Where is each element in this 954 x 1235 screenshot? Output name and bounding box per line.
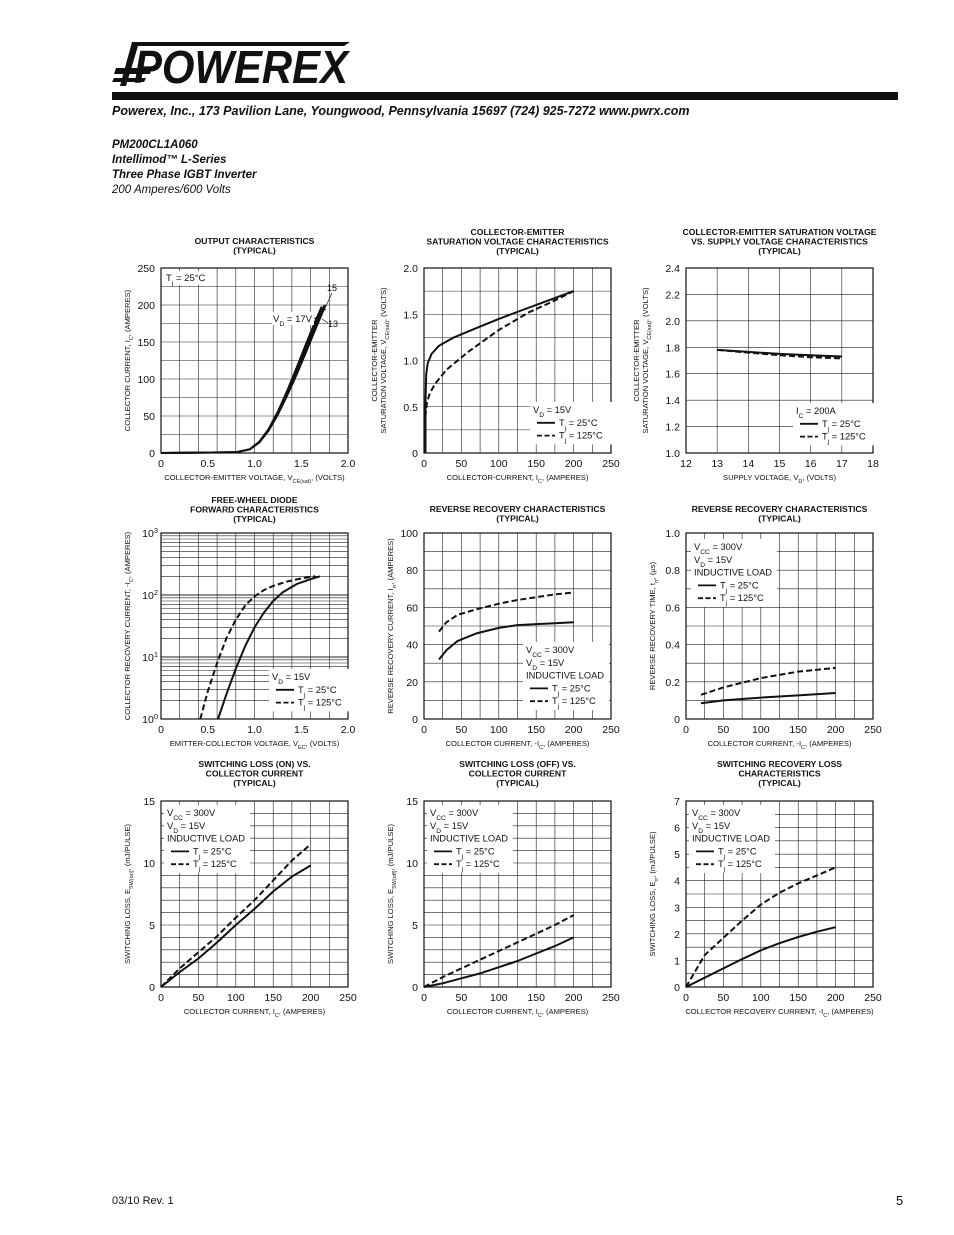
legend — [269, 669, 355, 711]
x-tick-label: 150 — [264, 992, 282, 1004]
series-line-tj125 — [701, 668, 836, 695]
legend — [793, 403, 879, 445]
y-tick-label: 100 — [400, 528, 418, 540]
chart-title: SATURATION VOLTAGE CHARACTERISTICS — [426, 236, 609, 247]
series-line-tj25 — [161, 307, 322, 454]
legend-header: INDUCTIVE LOAD — [167, 833, 246, 844]
legend-header: $V_{CC} = 300V$ — [430, 808, 479, 822]
x-tick-label: 1.5 — [293, 724, 309, 736]
chart-title: (TYPICAL) — [233, 778, 276, 788]
chart-c2 — [370, 227, 620, 485]
y-tick-label: 1.6 — [665, 368, 680, 381]
y-tick-label: 200 — [137, 300, 155, 312]
legend-header: $V_D = 15V$ — [533, 405, 572, 419]
y-axis-label: SWITCHING LOSS, $E_{SW(on)}$, (mJ/PULSE) — [123, 823, 135, 965]
x-axis-label: COLLECTOR CURRENT, $-I_C$, (AMPERES) — [707, 739, 852, 751]
y-tick-label: 150 — [137, 337, 155, 349]
x-tick-label: 250 — [864, 992, 882, 1004]
y-axis-label: COLLECTOR-EMITTER — [632, 319, 641, 402]
chart-title: SWITCHING LOSS (ON) VS. — [198, 759, 311, 769]
y-axis-label: SATURATION VOLTAGE, $V_{CE(sat)}$, (VOLTS) — [379, 287, 391, 434]
x-tick-label: 0 — [421, 458, 427, 470]
y-tick-label: 0 — [412, 982, 418, 994]
legend-header: INDUCTIVE LOAD — [526, 670, 605, 681]
x-tick-label: 250 — [339, 992, 357, 1004]
x-tick-label: 250 — [864, 724, 882, 736]
x-tick-label: 12 — [680, 458, 692, 470]
legend — [530, 402, 616, 444]
legend-header: INDUCTIVE LOAD — [694, 567, 773, 578]
x-tick-label: 150 — [527, 724, 545, 736]
legend-item: $T_j = 125^\circ C$ — [559, 430, 603, 445]
chart-title: (TYPICAL) — [496, 246, 539, 256]
x-axis-label: COLLECTOR-EMITTER VOLTAGE, $V_{CE(sat)}$, (VOLTS) — [164, 473, 345, 485]
y-tick-label: 0 — [674, 982, 680, 994]
x-tick-label: 200 — [301, 992, 320, 1004]
y-tick-label: 1.0 — [403, 355, 418, 368]
x-axis-label: COLLECTOR CURRENT, $I_C$, (AMPERES) — [446, 1007, 589, 1019]
y-tick-label: 6 — [674, 822, 680, 835]
y-tick-label: 15 — [406, 796, 418, 808]
company-address: Powerex, Inc., 173 Pavilion Lane, Youngwood, Pennsylvania 15697 (724) 925-7272 www.pwrx.com — [112, 104, 690, 118]
y-axis-label: COLLECTOR RECOVERY CURRENT, $-I_C$, (AMPERES) — [123, 531, 135, 721]
y-tick-label: 5 — [674, 849, 680, 862]
y-tick-label: $10^3$ — [142, 525, 158, 540]
legend-item: $T_j = 125^\circ C$ — [718, 859, 762, 873]
legend-header: $V_{CC} = 300V$ — [692, 808, 741, 822]
x-tick-label: 2.0 — [340, 724, 356, 736]
legend — [689, 805, 775, 873]
x-tick-label: 100 — [490, 992, 508, 1004]
chart-title: REVERSE RECOVERY CHARACTERISTICS — [691, 504, 868, 514]
y-axis-label: COLLECTOR-EMITTER — [370, 319, 379, 402]
y-tick-label: 50 — [143, 411, 155, 423]
chart-c8 — [386, 759, 620, 1019]
x-tick-label: 250 — [602, 724, 620, 736]
x-axis-label: COLLECTOR CURRENT, $-I_C$, (AMPERES) — [445, 739, 590, 751]
x-tick-label: 200 — [564, 458, 583, 470]
x-tick-label: 250 — [602, 992, 620, 1004]
y-tick-label: 0 — [149, 982, 155, 994]
y-tick-label: 3 — [674, 902, 680, 915]
y-tick-label: 40 — [406, 639, 418, 652]
legend-item: $T_j = 25^\circ C$ — [559, 417, 598, 432]
x-tick-label: 150 — [789, 992, 807, 1004]
x-tick-label: 15 — [773, 458, 786, 470]
y-tick-label: 60 — [406, 602, 418, 615]
x-tick-label: 100 — [752, 724, 770, 736]
x-tick-label: 50 — [455, 724, 468, 736]
product-description: Three Phase IGBT Inverter — [112, 169, 257, 181]
x-tick-label: 1.0 — [247, 458, 262, 470]
chart-title: FORWARD CHARACTERISTICS — [190, 504, 319, 515]
legend — [691, 539, 777, 607]
chart-title: COLLECTOR CURRENT — [205, 768, 304, 779]
x-tick-label: 0 — [683, 724, 689, 736]
x-tick-label: 13 — [711, 458, 724, 470]
page-number: 5 — [896, 1193, 904, 1208]
y-tick-label: 1.0 — [665, 448, 680, 460]
y-tick-label: 1 — [674, 955, 680, 968]
y-tick-label: 100 — [137, 374, 155, 386]
x-tick-label: 50 — [455, 458, 468, 470]
y-tick-label: 0 — [674, 714, 680, 726]
legend-item: $T_j = 25^\circ C$ — [552, 683, 591, 697]
x-tick-label: 50 — [717, 724, 730, 736]
x-tick-label: 1.0 — [247, 724, 262, 736]
y-axis-label: REVERSE RECOVERY TIME, $t_{rr}$, (μs) — [648, 561, 660, 691]
x-tick-label: 100 — [490, 724, 508, 736]
y-axis-label: REVERSE RECOVERY CURRENT, $I_{rr}$, (AMPERES) — [386, 538, 398, 714]
y-tick-label: 4 — [674, 875, 680, 888]
chart-title: (TYPICAL) — [758, 513, 801, 524]
legend-header: $V_D = 15V$ — [692, 820, 731, 835]
legend-header: $V_{CC} = 300V$ — [167, 808, 216, 822]
legend-item: $T_j = 125^\circ C$ — [456, 859, 500, 873]
legend-header: INDUCTIVE LOAD — [430, 833, 509, 844]
x-tick-label: 17 — [835, 458, 848, 470]
y-tick-label: 15 — [143, 796, 155, 808]
x-axis-label: COLLECTOR CURRENT, $I_C$, (AMPERES) — [183, 1007, 326, 1019]
chart-title: OUTPUT CHARACTERISTICS — [194, 236, 315, 246]
x-tick-label: 0 — [158, 992, 164, 1004]
tj-annotation: $T_j = 25^\circ C$ — [166, 273, 206, 287]
chart-title: SWITCHING LOSS (OFF) VS. — [459, 759, 576, 769]
legend-header: INDUCTIVE LOAD — [692, 833, 771, 844]
chart-c9 — [648, 759, 882, 1019]
x-tick-label: 0 — [421, 992, 427, 1004]
y-tick-label: 20 — [406, 676, 418, 689]
legend-item: $T_j = 25^\circ C$ — [298, 684, 337, 699]
x-tick-label: 0.5 — [200, 724, 216, 736]
y-tick-label: 0.4 — [665, 639, 680, 652]
vd-13v-label: 13 — [328, 319, 339, 329]
chart-title: SWITCHING RECOVERY LOSS — [716, 759, 843, 769]
x-tick-label: 0 — [158, 724, 164, 736]
x-tick-label: 16 — [804, 458, 817, 470]
x-tick-label: 200 — [564, 992, 583, 1004]
legend — [523, 642, 609, 710]
y-tick-label: 2.2 — [665, 289, 680, 302]
legend-item: $T_j = 25^\circ C$ — [822, 418, 861, 433]
legend-header: $V_D = 15V$ — [272, 672, 311, 686]
x-tick-label: 14 — [742, 458, 755, 470]
legend-header: $V_D = 15V$ — [167, 820, 206, 835]
y-tick-label: 10 — [143, 858, 155, 870]
y-tick-label: 7 — [674, 796, 680, 808]
chart-title: (TYPICAL) — [233, 514, 276, 524]
chart-title: COLLECTOR-EMITTER SATURATION VOLTAGE — [682, 227, 877, 237]
y-tick-label: $10^1$ — [142, 649, 158, 664]
chart-title: REVERSE RECOVERY CHARACTERISTICS — [429, 504, 606, 514]
y-tick-label: 1.8 — [665, 342, 680, 355]
y-tick-label: 5 — [149, 920, 155, 932]
y-tick-label: 0 — [412, 714, 418, 726]
legend-item: $T_j = 125^\circ C$ — [720, 593, 764, 607]
legend-item: $T_j = 25^\circ C$ — [720, 580, 759, 594]
legend-header: $V_{CC} = 300V$ — [694, 542, 743, 556]
series-line-tj25 — [701, 693, 836, 703]
y-tick-label: 0.8 — [665, 565, 680, 578]
y-tick-label: 0.6 — [665, 602, 680, 615]
y-tick-label: $10^2$ — [142, 587, 158, 602]
x-tick-label: 150 — [527, 992, 545, 1004]
x-tick-label: 200 — [826, 724, 845, 736]
x-tick-label: 18 — [867, 458, 879, 470]
legend-item: $T_j = 25^\circ C$ — [718, 846, 757, 860]
x-tick-label: 0 — [683, 992, 689, 1004]
x-tick-label: 100 — [752, 992, 770, 1004]
x-tick-label: 100 — [490, 458, 508, 470]
chart-title: (TYPICAL) — [496, 513, 539, 524]
chart-title: FREE-WHEEL DIODE — [211, 495, 298, 505]
chart-title: VS. SUPPLY VOLTAGE CHARACTERISTICS — [691, 236, 868, 247]
y-tick-label: 80 — [406, 565, 418, 578]
chart-c6 — [648, 504, 882, 751]
y-tick-label: 1.5 — [403, 309, 418, 322]
y-tick-label: 0.2 — [665, 676, 680, 689]
legend-header: $V_{CC} = 300V$ — [526, 645, 575, 659]
x-axis-label: COLLECTOR-CURRENT, $I_C$, (AMPERES) — [446, 473, 589, 485]
x-tick-label: 2.0 — [340, 458, 356, 470]
legend-header: $V_D = 15V$ — [694, 554, 733, 569]
logo-text: POWEREX — [134, 41, 351, 88]
x-axis-label: COLLECTOR RECOVERY CURRENT, $-I_C$, (AMPERES) — [685, 1007, 874, 1019]
x-axis-label: EMITTER-COLLECTOR VOLTAGE, $V_{EC}$, (VOLTS) — [169, 739, 340, 751]
y-tick-label: 1.2 — [665, 421, 680, 434]
x-tick-label: 50 — [717, 992, 730, 1004]
legend — [164, 805, 250, 873]
legend-header: $I_C = 200A$ — [796, 406, 836, 420]
revision-label: 03/10 Rev. 1 — [112, 1195, 174, 1207]
x-tick-label: 50 — [192, 992, 205, 1004]
chart-c5 — [386, 504, 620, 751]
product-rating: 200 Amperes/600 Volts — [112, 184, 231, 196]
legend-header: $V_D = 15V$ — [430, 820, 469, 835]
part-number: PM200CL1A060 — [112, 139, 198, 151]
y-axis-label: SWITCHING LOSS, $E_{rr}$, (mJ/PULSE) — [648, 831, 660, 957]
y-tick-label: 0.5 — [403, 401, 418, 414]
legend-item: $T_j = 25^\circ C$ — [193, 846, 232, 860]
y-axis-label: SATURATION VOLTAGE, $V_{CE(sat)}$, (VOLTS) — [641, 287, 653, 434]
chart-c3 — [632, 227, 879, 485]
grid — [161, 268, 348, 453]
y-tick-label: 250 — [137, 263, 155, 275]
legend — [427, 805, 513, 873]
x-tick-label: 200 — [826, 992, 845, 1004]
x-tick-label: 150 — [789, 724, 807, 736]
chart-title: (TYPICAL) — [758, 246, 801, 256]
y-tick-label: 0 — [412, 448, 418, 460]
y-tick-label: 2.4 — [665, 263, 680, 275]
series-name: Intellimod™ L-Series — [112, 154, 227, 166]
y-tick-label: 2.0 — [665, 315, 680, 328]
chart-title: CHARACTERISTICS — [738, 768, 821, 779]
legend-item: $T_j = 125^\circ C$ — [552, 696, 596, 710]
y-tick-label: 2 — [674, 928, 680, 941]
chart-title: (TYPICAL) — [758, 778, 801, 788]
legend-item: $T_j = 125^\circ C$ — [822, 431, 866, 446]
y-tick-label: $10^0$ — [142, 711, 158, 726]
legend-item: $T_j = 125^\circ C$ — [193, 859, 237, 873]
vd-17v-label: $V_D = 17V$ — [273, 314, 313, 328]
legend-item: $T_j = 125^\circ C$ — [298, 697, 342, 712]
x-tick-label: 0 — [158, 458, 164, 470]
x-tick-label: 0.5 — [200, 458, 216, 470]
y-tick-label: 10 — [406, 858, 418, 870]
x-tick-label: 150 — [527, 458, 545, 470]
x-tick-label: 100 — [227, 992, 245, 1004]
y-tick-label: 0 — [149, 448, 155, 460]
x-tick-label: 200 — [564, 724, 583, 736]
y-tick-label: 1.4 — [665, 395, 680, 408]
chart-title: (TYPICAL) — [496, 778, 539, 788]
y-axis-label: COLLECTOR CURRENT, $I_C$, (AMPERES) — [123, 289, 135, 432]
chart-title: COLLECTOR-EMITTER — [470, 227, 565, 237]
y-tick-label: 1.0 — [665, 528, 680, 540]
chart-title: (TYPICAL) — [233, 245, 276, 256]
chart-c1 — [123, 236, 355, 485]
legend-header: $V_D = 15V$ — [526, 657, 565, 672]
y-axis-label: SWITCHING LOSS, $E_{SW(off)}$, (mJ/PULSE) — [386, 824, 398, 964]
legend-item: $T_j = 25^\circ C$ — [456, 846, 495, 860]
chart-c4 — [123, 495, 355, 751]
vd-15v-label: 15 — [327, 283, 338, 293]
x-tick-label: 50 — [455, 992, 468, 1004]
chart-c7 — [123, 759, 357, 1019]
x-tick-label: 0 — [421, 724, 427, 736]
x-tick-label: 1.5 — [293, 458, 309, 470]
x-tick-label: 250 — [602, 458, 620, 470]
y-tick-label: 5 — [412, 920, 418, 932]
y-tick-label: 2.0 — [403, 263, 418, 275]
x-axis-label: SUPPLY VOLTAGE, $V_D$, (VOLTS) — [723, 473, 836, 485]
chart-title: COLLECTOR CURRENT — [468, 768, 567, 779]
